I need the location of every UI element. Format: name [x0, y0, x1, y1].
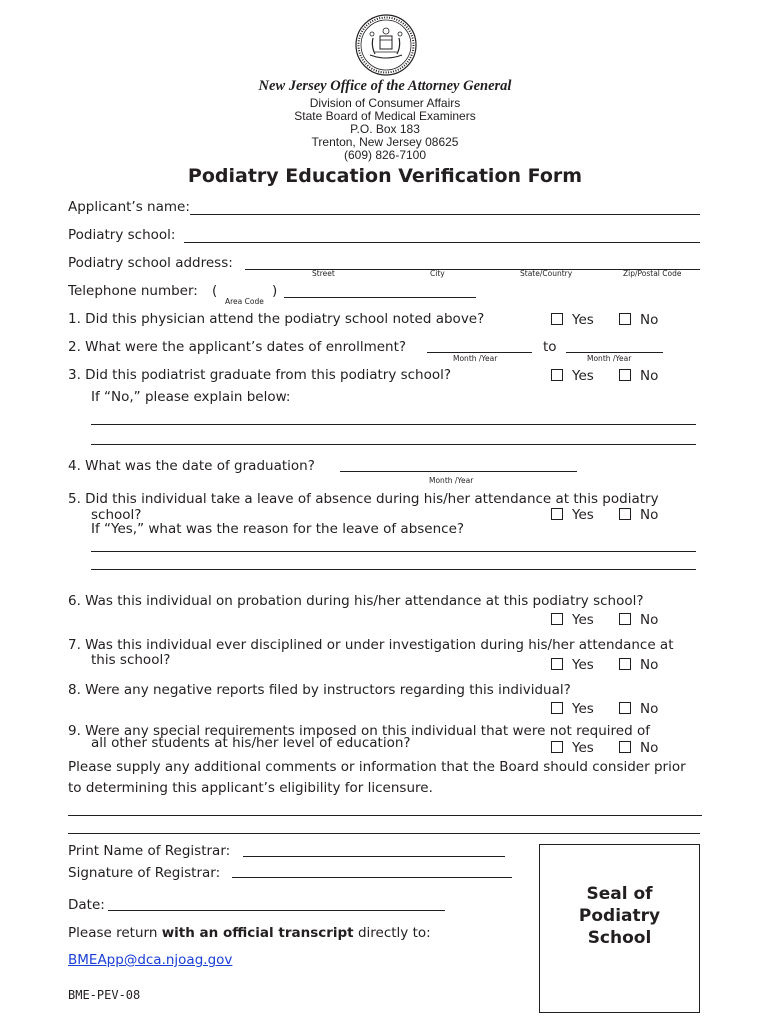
q9-yes-option[interactable]: Yes	[551, 740, 594, 756]
q8-yes-checkbox[interactable]	[551, 702, 563, 714]
q5-yes-checkbox[interactable]	[551, 508, 563, 520]
area-code-caption: Area Code	[225, 297, 264, 306]
q8-no-option[interactable]: No	[619, 701, 658, 717]
address-street-caption: Street	[312, 269, 335, 278]
question-3: 3. Did this podiatrist graduate from this podiatry school?	[68, 367, 452, 383]
q1-no-option[interactable]: No	[619, 312, 658, 328]
q9-no-checkbox[interactable]	[619, 741, 631, 753]
city-state-zip: Trenton, New Jersey 08625	[311, 135, 459, 149]
po-box: P.O. Box 183	[350, 122, 420, 136]
q3-explain-line-2	[91, 444, 696, 445]
q1-yes-option[interactable]: Yes	[551, 312, 594, 328]
question-8: 8. Were any negative reports filed by instructors regarding this individual?	[68, 682, 571, 698]
podiatry-school-label: Podiatry school:	[68, 227, 176, 243]
question-9-line-2: all other students at his/her level of education?	[91, 735, 411, 751]
q5-yes-option[interactable]: Yes	[551, 507, 594, 523]
graduation-date-line	[340, 471, 577, 472]
enrollment-end-line	[566, 352, 663, 353]
question-7-line-1: 7. Was this individual ever disciplined or under investigation during his/her attendance at	[68, 637, 674, 653]
question-9-line-1: 9. Were any special requirements imposed on this individual that were not required of	[68, 723, 650, 739]
date-label: Date:	[68, 897, 105, 913]
registrar-name-line	[243, 856, 505, 857]
seal-box-line-3: School	[587, 928, 652, 948]
q9-no-option[interactable]: No	[619, 740, 658, 756]
question-1: 1. Did this physician attend the podiatry school noted above?	[68, 311, 485, 327]
q6-yes-checkbox[interactable]	[551, 613, 563, 625]
q6-no-checkbox[interactable]	[619, 613, 631, 625]
graduation-date-caption: Month /Year	[429, 476, 474, 485]
podiatry-school-line	[184, 242, 700, 243]
q5-reason-line-1	[91, 551, 696, 552]
comments-line-1	[68, 815, 702, 816]
school-address-label: Podiatry school address:	[68, 255, 233, 271]
state-seal-logo	[355, 14, 417, 76]
area-code-input[interactable]	[222, 283, 268, 298]
q8-yes-option[interactable]: Yes	[551, 701, 594, 717]
registrar-name-label: Print Name of Registrar:	[68, 843, 231, 859]
telephone-line	[284, 297, 476, 298]
board-name: State Board of Medical Examiners	[294, 109, 476, 123]
enrollment-to-label: to	[543, 339, 557, 355]
office-phone: (609) 826-7100	[343, 148, 427, 162]
question-5-line-2: school?	[91, 507, 142, 523]
applicant-name-label: Applicant’s name:	[68, 199, 190, 215]
enrollment-end-caption: Month /Year	[587, 354, 632, 363]
date-line	[108, 910, 445, 911]
q5-no-checkbox[interactable]	[619, 508, 631, 520]
q3-explain-line-1	[91, 424, 696, 425]
return-instructions: Please return with an official transcript directly to:	[68, 925, 431, 941]
telephone-close-paren: )	[272, 283, 278, 299]
address-state-caption: State/Country	[520, 269, 573, 278]
enrollment-start-line	[427, 352, 532, 353]
q7-no-option[interactable]: No	[619, 657, 658, 673]
seal-box-line-2: Podiatry	[578, 906, 661, 926]
q6-no-option[interactable]: No	[619, 612, 658, 628]
registrar-signature-line	[232, 877, 512, 878]
question-5-line-1: 5. Did this individual take a leave of absence during his/her attendance at this podiatry	[68, 491, 659, 507]
seal-box-line-1: Seal of	[586, 884, 653, 904]
q5-reason-prompt: If “Yes,” what was the reason for the leave of absence?	[91, 521, 465, 537]
division-name: Division of Consumer Affairs	[309, 96, 461, 110]
comments-line-2	[68, 833, 700, 834]
page-title: Podiatry Education Verification Form	[187, 165, 583, 187]
q3-yes-checkbox[interactable]	[551, 369, 563, 381]
q1-no-checkbox[interactable]	[619, 313, 631, 325]
enrollment-start-caption: Month /Year	[453, 354, 498, 363]
q3-explain-prompt: If “No,” please explain below:	[91, 389, 291, 405]
comments-prompt-line-1: Please supply any additional comments or information that the Board should consider prior	[68, 759, 686, 775]
podiatry-school-input[interactable]	[184, 228, 700, 243]
comments-prompt-line-2: to determining this applicant’s eligibility for licensure.	[68, 780, 433, 796]
question-4: 4. What was the date of graduation?	[68, 458, 315, 474]
question-6: 6. Was this individual on probation during his/her attendance at this podiatry school?	[68, 593, 644, 609]
office-name: New Jersey Office of the Attorney General	[258, 78, 512, 94]
q3-no-option[interactable]: No	[619, 368, 658, 384]
q7-no-checkbox[interactable]	[619, 658, 631, 670]
q7-yes-checkbox[interactable]	[551, 658, 563, 670]
q6-yes-option[interactable]: Yes	[551, 612, 594, 628]
school-seal-box	[539, 844, 700, 1013]
q8-no-checkbox[interactable]	[619, 702, 631, 714]
address-city-caption: City	[430, 269, 445, 278]
q5-no-option[interactable]: No	[619, 507, 658, 523]
q9-yes-checkbox[interactable]	[551, 741, 563, 753]
q5-reason-line-2	[91, 569, 696, 570]
form-code: BME-PEV-08	[68, 988, 141, 1002]
q7-yes-option[interactable]: Yes	[551, 657, 594, 673]
return-email-link[interactable]: BMEApp@dca.njoag.gov	[68, 952, 233, 968]
q3-no-checkbox[interactable]	[619, 369, 631, 381]
registrar-signature-label: Signature of Registrar:	[68, 865, 221, 881]
applicant-name-input[interactable]	[190, 200, 700, 215]
telephone-open-paren: (	[212, 283, 218, 299]
question-2: 2. What were the applicant’s dates of enrollment?	[68, 339, 407, 355]
applicant-name-line	[190, 214, 700, 215]
address-zip-caption: Zip/Postal Code	[623, 269, 682, 278]
question-7-line-2: this school?	[91, 652, 171, 668]
q3-yes-option[interactable]: Yes	[551, 368, 594, 384]
telephone-label: Telephone number:	[68, 283, 198, 299]
q1-yes-checkbox[interactable]	[551, 313, 563, 325]
